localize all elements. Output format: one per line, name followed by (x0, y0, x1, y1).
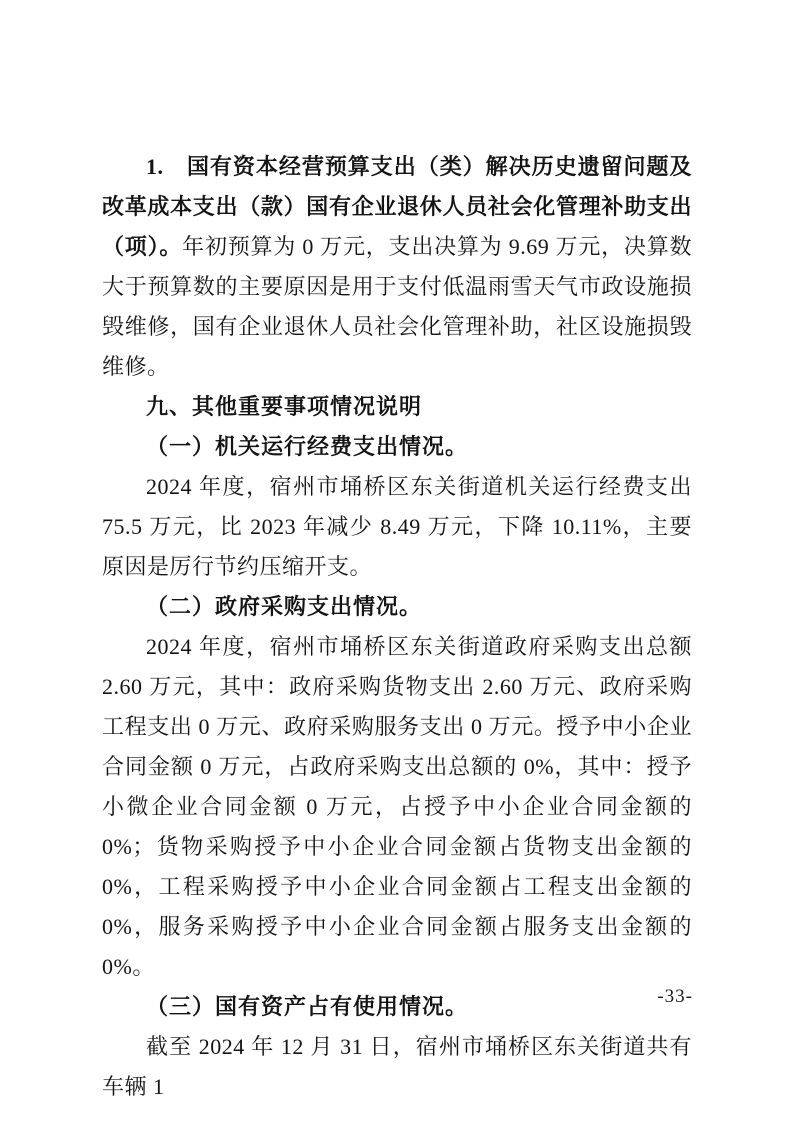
paragraph-state-owned-assets: 截至 2024 年 12 月 31 日，宿州市埇桥区东关街道共有车辆 1 (102, 1034, 692, 1099)
subsection-heading-agency-operating-expenses: （一）机关运行经费支出情况。 (146, 434, 469, 459)
paragraph-state-capital-budget (102, 147, 692, 387)
subsection-heading-state-owned-assets: （三）国有资产占有使用情况。 (146, 994, 469, 1019)
document-body (102, 147, 692, 1107)
subsection-heading-government-procurement: （二）政府采购支出情况。 (146, 594, 423, 619)
paragraph-agency-operating-expenses: 2024 年度，宿州市埇桥区东关街道机关运行经费支出 75.5 万元，比 2023 年减少 8.49 万元，下降 10.11%，主要原因是厉行节约压缩开支。 (102, 474, 692, 579)
page-number: -33- (657, 986, 693, 1007)
paragraph-body-text: 年初预算为 0 万元，支出决算为 9.69 万元，决算数大于预算数的主要原因是用于支付低温雨雪天气市政设施损毁维修，国有企业退休人员社会化管理补助，社区设施损毁维修。 (102, 234, 692, 379)
paragraph-government-procurement: 2024 年度，宿州市埇桥区东关街道政府采购支出总额 2.60 万元，其中：政府采购货物支出 2.60 万元、政府采购工程支出 0 万元、政府采购服务支出 0 万元。授予中小企业合同金额 0 万元，占政府采购支出总额的 0%，其中：授予小微企业合同金额 0 万元，占授予中小企业合同金额的 0%；货物采购授予中小企业合同金额占货物支出金额的 0%，工程采购授予中小企业合同金额占工程支出金额的 0%，服务采购授予中小企业合同金额占服务支出金额的 0%。 (102, 634, 692, 979)
section-heading-other-important-matters: 九、其他重要事项情况说明 (146, 394, 423, 419)
paragraph-bold-lead: 1. 国有资本经营预算支出（类）解决历史遗留问题及改革成本支出（款）国有企业退休人员社会化管理补助支出（项）。 (102, 154, 692, 259)
